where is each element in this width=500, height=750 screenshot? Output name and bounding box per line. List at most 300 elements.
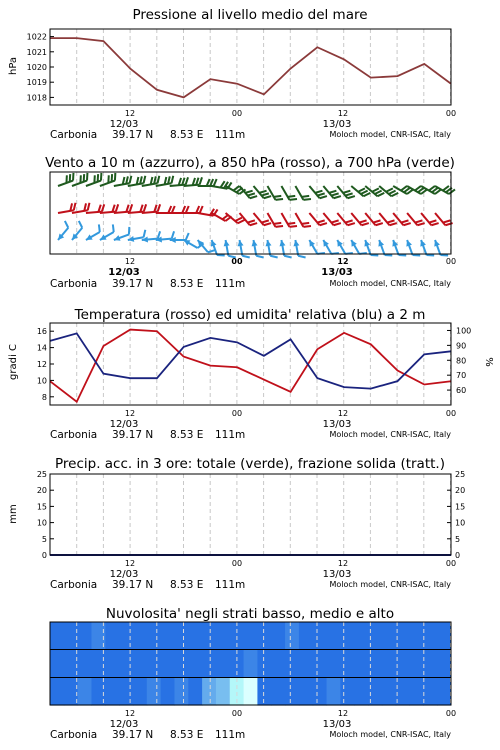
cloud-cell: [327, 677, 341, 705]
pressure-location-name: Carbonia: [50, 129, 98, 141]
wind-barb-feather: [73, 203, 77, 210]
wind-barb: [57, 203, 77, 213]
wind-barb-feather: [168, 206, 171, 213]
cloud-cell: [133, 650, 147, 678]
wind-barb-feather: [345, 250, 353, 256]
cloud-cell: [119, 650, 133, 678]
cloud-cell: [174, 622, 188, 650]
cloud-cell: [188, 650, 202, 678]
wind-barb-staff: [72, 181, 87, 186]
wind-barb: [254, 182, 272, 201]
pressure-date-1: 12/03: [109, 119, 139, 130]
wind-barb: [281, 183, 297, 203]
wind-barb: [267, 210, 283, 230]
precipitation-date-1: 12/03: [109, 569, 139, 580]
wind-barb-staff: [281, 213, 289, 227]
y-tick-label: 1018: [26, 93, 47, 103]
x-tick-label: 12: [337, 257, 349, 266]
wind-location-lat: 39.17 N: [112, 278, 154, 290]
cloud-cell: [105, 622, 119, 650]
cloud-cell: [119, 622, 133, 650]
cloud-cell: [396, 622, 410, 650]
cloud-cell: [257, 650, 271, 678]
pressure-location-lat: 39.17 N: [112, 129, 154, 141]
wind-barb: [404, 238, 420, 259]
cloud-cell: [133, 677, 147, 705]
wind-barb: [209, 238, 225, 259]
wind-barb: [376, 238, 392, 259]
wind-barb-feather: [101, 204, 105, 211]
y-tick-label-right: 15: [455, 502, 466, 512]
temperature-location-alt: 111m: [215, 429, 246, 441]
wind-barb: [393, 209, 411, 228]
y-tick-label-right: 20: [455, 486, 466, 496]
wind-barb-feather: [85, 173, 90, 181]
cloud-cell: [396, 677, 410, 705]
wind-barb-feather: [242, 255, 249, 259]
wind-barb: [362, 238, 378, 259]
wind-barb-staff: [100, 181, 115, 186]
temperature-location-name: Carbonia: [50, 429, 98, 441]
pressure-title: Pressione al livello medio del mare: [132, 7, 368, 23]
wind-barb-feather: [359, 250, 367, 256]
precipitation-location-alt: 111m: [215, 579, 246, 591]
pressure-date-2: 13/03: [322, 119, 352, 130]
x-tick-label: 12: [124, 257, 136, 266]
wind-barb-feather: [399, 253, 407, 258]
cloud-cell: [64, 622, 78, 650]
y-tick-label: 16: [36, 327, 47, 337]
cloud-cell: [382, 650, 396, 678]
wind-date-1: 12/03: [108, 267, 140, 278]
cloud-cell: [216, 677, 230, 705]
wind-barb-feather: [143, 204, 147, 211]
cloud-cell: [285, 650, 299, 678]
cloud-cell: [340, 622, 354, 650]
wind-barb-feather: [385, 253, 393, 258]
cloud-location-lon: 8.53 E: [170, 729, 204, 741]
wind-barb: [321, 237, 339, 258]
cloud-cell: [382, 677, 396, 705]
wind-barb-feather: [427, 253, 435, 258]
cloud-cell: [147, 677, 161, 705]
temperature-humidity-series: [50, 330, 451, 402]
wind-barb-staff: [58, 210, 74, 213]
cloud-cell: [188, 622, 202, 650]
pressure-location-alt: 111m: [215, 129, 246, 141]
precipitation-title: Precip. acc. in 3 ore: totale (verde), frazione solida (tratt.): [55, 456, 445, 472]
cloud-cell: [340, 650, 354, 678]
wind-barb-staff: [58, 181, 73, 186]
y-tick-label: 1022: [26, 32, 47, 42]
y-tick-label-right: 10: [455, 518, 466, 528]
cloud-cell: [354, 622, 368, 650]
wind-barb-staff: [295, 213, 303, 227]
wind-barb: [309, 182, 327, 201]
precipitation-location-name: Carbonia: [50, 579, 98, 591]
wind-location-lon: 8.53 E: [170, 278, 204, 290]
wind-barb: [240, 209, 258, 228]
temperature-xticks: [125, 409, 456, 418]
cloud-cell: [299, 650, 313, 678]
cloud-cell: [78, 677, 92, 705]
wind-barb-feather: [113, 173, 118, 181]
cloud-cell: [382, 622, 396, 650]
wind-barb-staff: [72, 210, 88, 213]
precipitation-panel: [8, 456, 465, 591]
precipitation-yticks: [37, 470, 54, 560]
temperature-gridlines: [77, 323, 451, 405]
x-tick-label: 12: [337, 409, 349, 418]
temperature-date-2: 13/03: [322, 419, 352, 430]
wind-location-alt: 111m: [215, 278, 246, 290]
wind-barb: [435, 209, 453, 228]
precipitation-date-2: 13/03: [322, 569, 352, 580]
y-tick-label-right: 100: [456, 326, 472, 336]
x-tick-label: 12: [337, 559, 349, 568]
cloud-location-lat: 39.17 N: [112, 729, 154, 741]
wind-barb-feather: [96, 224, 102, 232]
pressure-location-lon: 8.53 E: [170, 129, 204, 141]
y-tick-label: 15: [36, 502, 47, 512]
wind-barb: [418, 238, 434, 259]
cloud-cell: [119, 677, 133, 705]
temperature-title: Temperatura (rosso) ed umidita' relativa (blu) a 2 m: [74, 307, 426, 323]
x-tick-label: 00: [231, 109, 243, 118]
cloud-cell: [354, 677, 368, 705]
x-tick-label: 12: [337, 109, 349, 118]
wind-barb-feather: [142, 230, 146, 237]
cloud-cell: [64, 677, 78, 705]
wind-barb-staff: [226, 213, 238, 223]
temperature-date-1: 12/03: [109, 419, 139, 430]
wind-barb-feather: [126, 227, 131, 235]
precipitation-gridlines: [77, 474, 451, 555]
y-tick-label: 10: [36, 376, 47, 386]
y-tick-label: 12: [36, 360, 47, 369]
wind-barb-feather: [185, 177, 189, 184]
wind-barb-feather: [115, 204, 119, 211]
humidity-ylabel: %: [483, 357, 494, 367]
wind-barb-staff: [184, 185, 200, 186]
wind-barb: [265, 239, 278, 259]
wind-barb-feather: [142, 176, 146, 183]
cloud-cell: [313, 650, 327, 678]
y-tick-label-right: 25: [455, 470, 466, 479]
cloud-cell: [202, 622, 216, 650]
pressure-line: [50, 38, 451, 97]
pressure-panel: [8, 7, 456, 141]
wind-barb: [337, 209, 355, 228]
y-tick-label: 10: [36, 518, 47, 528]
wind-barb-staff: [212, 213, 226, 221]
cloud-location-alt: 111m: [215, 729, 246, 741]
x-tick-label: 00: [231, 709, 243, 718]
temperature-location-lon: 8.53 E: [170, 429, 204, 441]
y-tick-label-right: 60: [456, 386, 467, 396]
y-tick-label-right: 5: [455, 534, 461, 544]
precipitation-location-lon: 8.53 E: [170, 579, 204, 591]
cloud-cell: [327, 650, 341, 678]
x-tick-label: 12: [124, 559, 136, 568]
cloud-cell: [257, 677, 271, 705]
precipitation-ylabel: mm: [8, 504, 19, 524]
wind-barb-staff: [128, 212, 144, 213]
precipitation-yticks-right: [447, 470, 465, 560]
wind-barb-feather: [110, 224, 116, 232]
wind-barb-staff: [114, 212, 130, 213]
y-tick-label: 1020: [26, 63, 47, 72]
cloud-cell: [437, 650, 451, 678]
cloud-cell: [105, 677, 119, 705]
cloud-cell: [147, 650, 161, 678]
wind-barb-staff: [351, 186, 363, 196]
y-tick-label: 20: [36, 486, 47, 496]
wind-barb-head: [349, 239, 357, 247]
cloud-cell: [340, 677, 354, 705]
cloud-cell: [299, 622, 313, 650]
wind-barb: [323, 209, 341, 228]
cloud-cell: [271, 622, 285, 650]
wind-barb: [254, 209, 272, 228]
wind-barb-feather: [284, 255, 291, 259]
wind-barb: [323, 182, 341, 201]
cloud-cell: [216, 650, 230, 678]
y-tick-label-right: 90: [456, 341, 467, 351]
wind-barb-feather: [196, 206, 199, 213]
wind-title: Vento a 10 m (azzurro), a 850 hPa (rosso), a 700 hPa (verde): [45, 155, 455, 171]
cloud-cell: [437, 622, 451, 650]
precipitation-xticks: [125, 559, 456, 568]
wind-barb: [335, 237, 353, 258]
cloud-date-2: 13/03: [322, 719, 352, 730]
pressure-xticks: [125, 109, 456, 118]
wind-barb: [365, 181, 384, 199]
wind-barb-head: [321, 239, 329, 247]
cloud-cell: [78, 622, 92, 650]
cloud-cell: [202, 650, 216, 678]
x-tick-label: 00: [445, 709, 457, 718]
cloud-location-name: Carbonia: [50, 729, 98, 741]
temperature-location-lat: 39.17 N: [112, 429, 154, 441]
x-tick-label: 00: [231, 409, 243, 418]
cloud-cell: [271, 677, 285, 705]
wind-barb-staff: [86, 181, 101, 186]
cloud-cell: [50, 650, 64, 678]
wind-barb-staff: [100, 212, 116, 213]
wind-barb: [379, 209, 397, 228]
cloud-cell: [423, 650, 437, 678]
wind-barb-feather: [171, 231, 175, 238]
y-tick-label: 0: [41, 551, 47, 560]
wind-barb: [281, 210, 297, 230]
x-tick-label: 12: [124, 409, 136, 418]
wind-barb-staff: [295, 186, 303, 200]
wind-barb: [307, 237, 325, 258]
wind-xticks: [125, 257, 456, 266]
cloud-cell: [133, 622, 147, 650]
cloud-cell: [50, 677, 64, 705]
cloud-cell: [244, 622, 258, 650]
wind-barb: [251, 239, 264, 259]
cloud-xticks: [125, 709, 456, 718]
wind-barb-staff: [156, 183, 172, 186]
cloud-cell: [78, 650, 92, 678]
temperature-ylabel: gradi C: [8, 344, 19, 380]
cloud-cell: [396, 650, 410, 678]
cloud-cell: [410, 650, 424, 678]
cloud-cell: [244, 677, 258, 705]
wind-barb: [407, 209, 425, 228]
x-tick-label: 12: [124, 109, 136, 118]
wind-barbs: [53, 173, 455, 259]
cloud-heatmap-cells: [50, 622, 452, 706]
wind-barb-feather: [217, 253, 225, 258]
wind-barb-feather: [331, 250, 339, 256]
temperature-yticks: [37, 327, 54, 402]
wind-barb: [351, 209, 369, 228]
y-tick-label: 5: [41, 534, 47, 544]
wind-barb-head: [84, 234, 92, 242]
y-tick-label-right: 0: [455, 551, 461, 560]
cloud-cell: [161, 650, 175, 678]
wind-panel: [45, 155, 456, 290]
wind-barb-head: [335, 239, 343, 247]
wind-barb-feather: [186, 206, 189, 213]
pressure-model-credit: Moloch model, CNR-ISAC, Italy: [329, 130, 451, 139]
cloud-cell: [105, 650, 119, 678]
wind-barb-staff: [142, 212, 158, 213]
wind-barb-feather: [298, 255, 305, 259]
wind-barb: [267, 183, 283, 203]
x-tick-label: 00: [231, 257, 243, 266]
x-tick-label: 00: [445, 109, 457, 118]
cloud-cell: [354, 650, 368, 678]
wind-barb: [295, 210, 311, 230]
cloud-cell: [50, 622, 64, 650]
x-tick-label: 00: [445, 409, 457, 418]
cloud-model-credit: Moloch model, CNR-ISAC, Italy: [329, 730, 451, 739]
cloud-cell: [161, 677, 175, 705]
wind-barb-staff: [309, 213, 319, 225]
wind-barb: [349, 237, 367, 258]
cloud-cell: [202, 677, 216, 705]
wind-barb-staff: [114, 183, 130, 186]
cloud-cell: [174, 677, 188, 705]
wind-barb-head: [307, 239, 315, 247]
cloud-cell: [174, 650, 188, 678]
wind-barb: [309, 209, 327, 228]
precipitation-model-credit: Moloch model, CNR-ISAC, Italy: [329, 580, 451, 589]
wind-barb-feather: [270, 255, 277, 259]
y-tick-label: 1019: [26, 78, 47, 88]
cloud-cell: [64, 650, 78, 678]
pressure-ylabel: hPa: [8, 56, 19, 76]
cloud-cell: [410, 622, 424, 650]
wind-barb-feather: [200, 206, 203, 213]
wind-barb-feather: [77, 221, 84, 228]
cloud-cell: [216, 622, 230, 650]
wind-barb-feather: [63, 221, 70, 228]
wind-barb: [432, 238, 448, 259]
cloud-cell: [271, 650, 285, 678]
wind-barb: [295, 183, 311, 203]
cloud-cell: [313, 622, 327, 650]
cloud-cell: [423, 622, 437, 650]
pressure-plot-frame: [50, 29, 451, 105]
wind-barb: [278, 239, 291, 259]
y-tick-label-right: 80: [456, 356, 467, 366]
wind-barb: [390, 238, 406, 259]
wind-location-name: Carbonia: [50, 278, 98, 290]
x-tick-label: 00: [445, 257, 457, 266]
x-tick-label: 12: [337, 709, 349, 718]
cloud-cell: [161, 622, 175, 650]
wind-barb-staff: [128, 183, 144, 186]
cloud-cell: [147, 622, 161, 650]
wind-barb: [53, 221, 73, 242]
cloud-date-1: 12/03: [109, 719, 139, 730]
wind-barb-feather: [199, 177, 203, 184]
cloud-cell: [313, 677, 327, 705]
y-tick-label: 1021: [26, 47, 47, 57]
wind-barb-feather: [371, 253, 379, 258]
x-tick-label: 00: [231, 559, 243, 568]
cloud-cell: [423, 677, 437, 705]
wind-barb-staff: [86, 212, 102, 213]
y-tick-label-right: 70: [456, 371, 467, 381]
wind-barb-head: [98, 234, 106, 242]
cloud-cell: [188, 677, 202, 705]
wind-barb-feather: [207, 179, 210, 186]
wind-barb: [365, 209, 383, 228]
cloud-cell: [410, 677, 424, 705]
precipitation-location-lat: 39.17 N: [112, 579, 154, 591]
wind-barb: [56, 173, 76, 186]
temperature-panel: [8, 307, 494, 441]
cloud-cell: [285, 622, 299, 650]
wind-barb: [337, 182, 355, 201]
wind-barb-feather: [71, 173, 76, 181]
x-tick-label: 00: [445, 559, 457, 568]
wind-barb-feather: [87, 203, 91, 210]
wind-barb-feather: [170, 176, 174, 183]
pressure-series: [50, 38, 451, 97]
cloud-cell: [285, 677, 299, 705]
wind-barb-feather: [256, 255, 263, 259]
wind-date-2: 13/03: [321, 267, 353, 278]
wind-barb-feather: [413, 253, 421, 258]
wind-barb-feather: [186, 233, 189, 240]
cloud-cell: [299, 677, 313, 705]
wind-model-credit: Moloch model, CNR-ISAC, Italy: [329, 279, 451, 288]
wind-barb-feather: [317, 250, 325, 256]
cloud-title: Nuvolosita' negli strati basso, medio e alto: [105, 606, 395, 622]
y-tick-label: 14: [36, 343, 47, 353]
wind-barb: [292, 239, 305, 259]
wind-barb-feather: [182, 206, 185, 213]
wind-barb-feather: [214, 179, 217, 186]
wind-barb-feather: [172, 206, 175, 213]
precipitation-plot-frame: [50, 474, 451, 555]
wind-barb: [435, 180, 455, 196]
cloud-cell: [327, 622, 341, 650]
wind-barb: [379, 181, 398, 199]
temperature-model-credit: Moloch model, CNR-ISAC, Italy: [329, 430, 451, 439]
wind-barb-feather: [157, 204, 161, 211]
temperature-line: [50, 330, 451, 402]
cloud-cell: [257, 622, 271, 650]
